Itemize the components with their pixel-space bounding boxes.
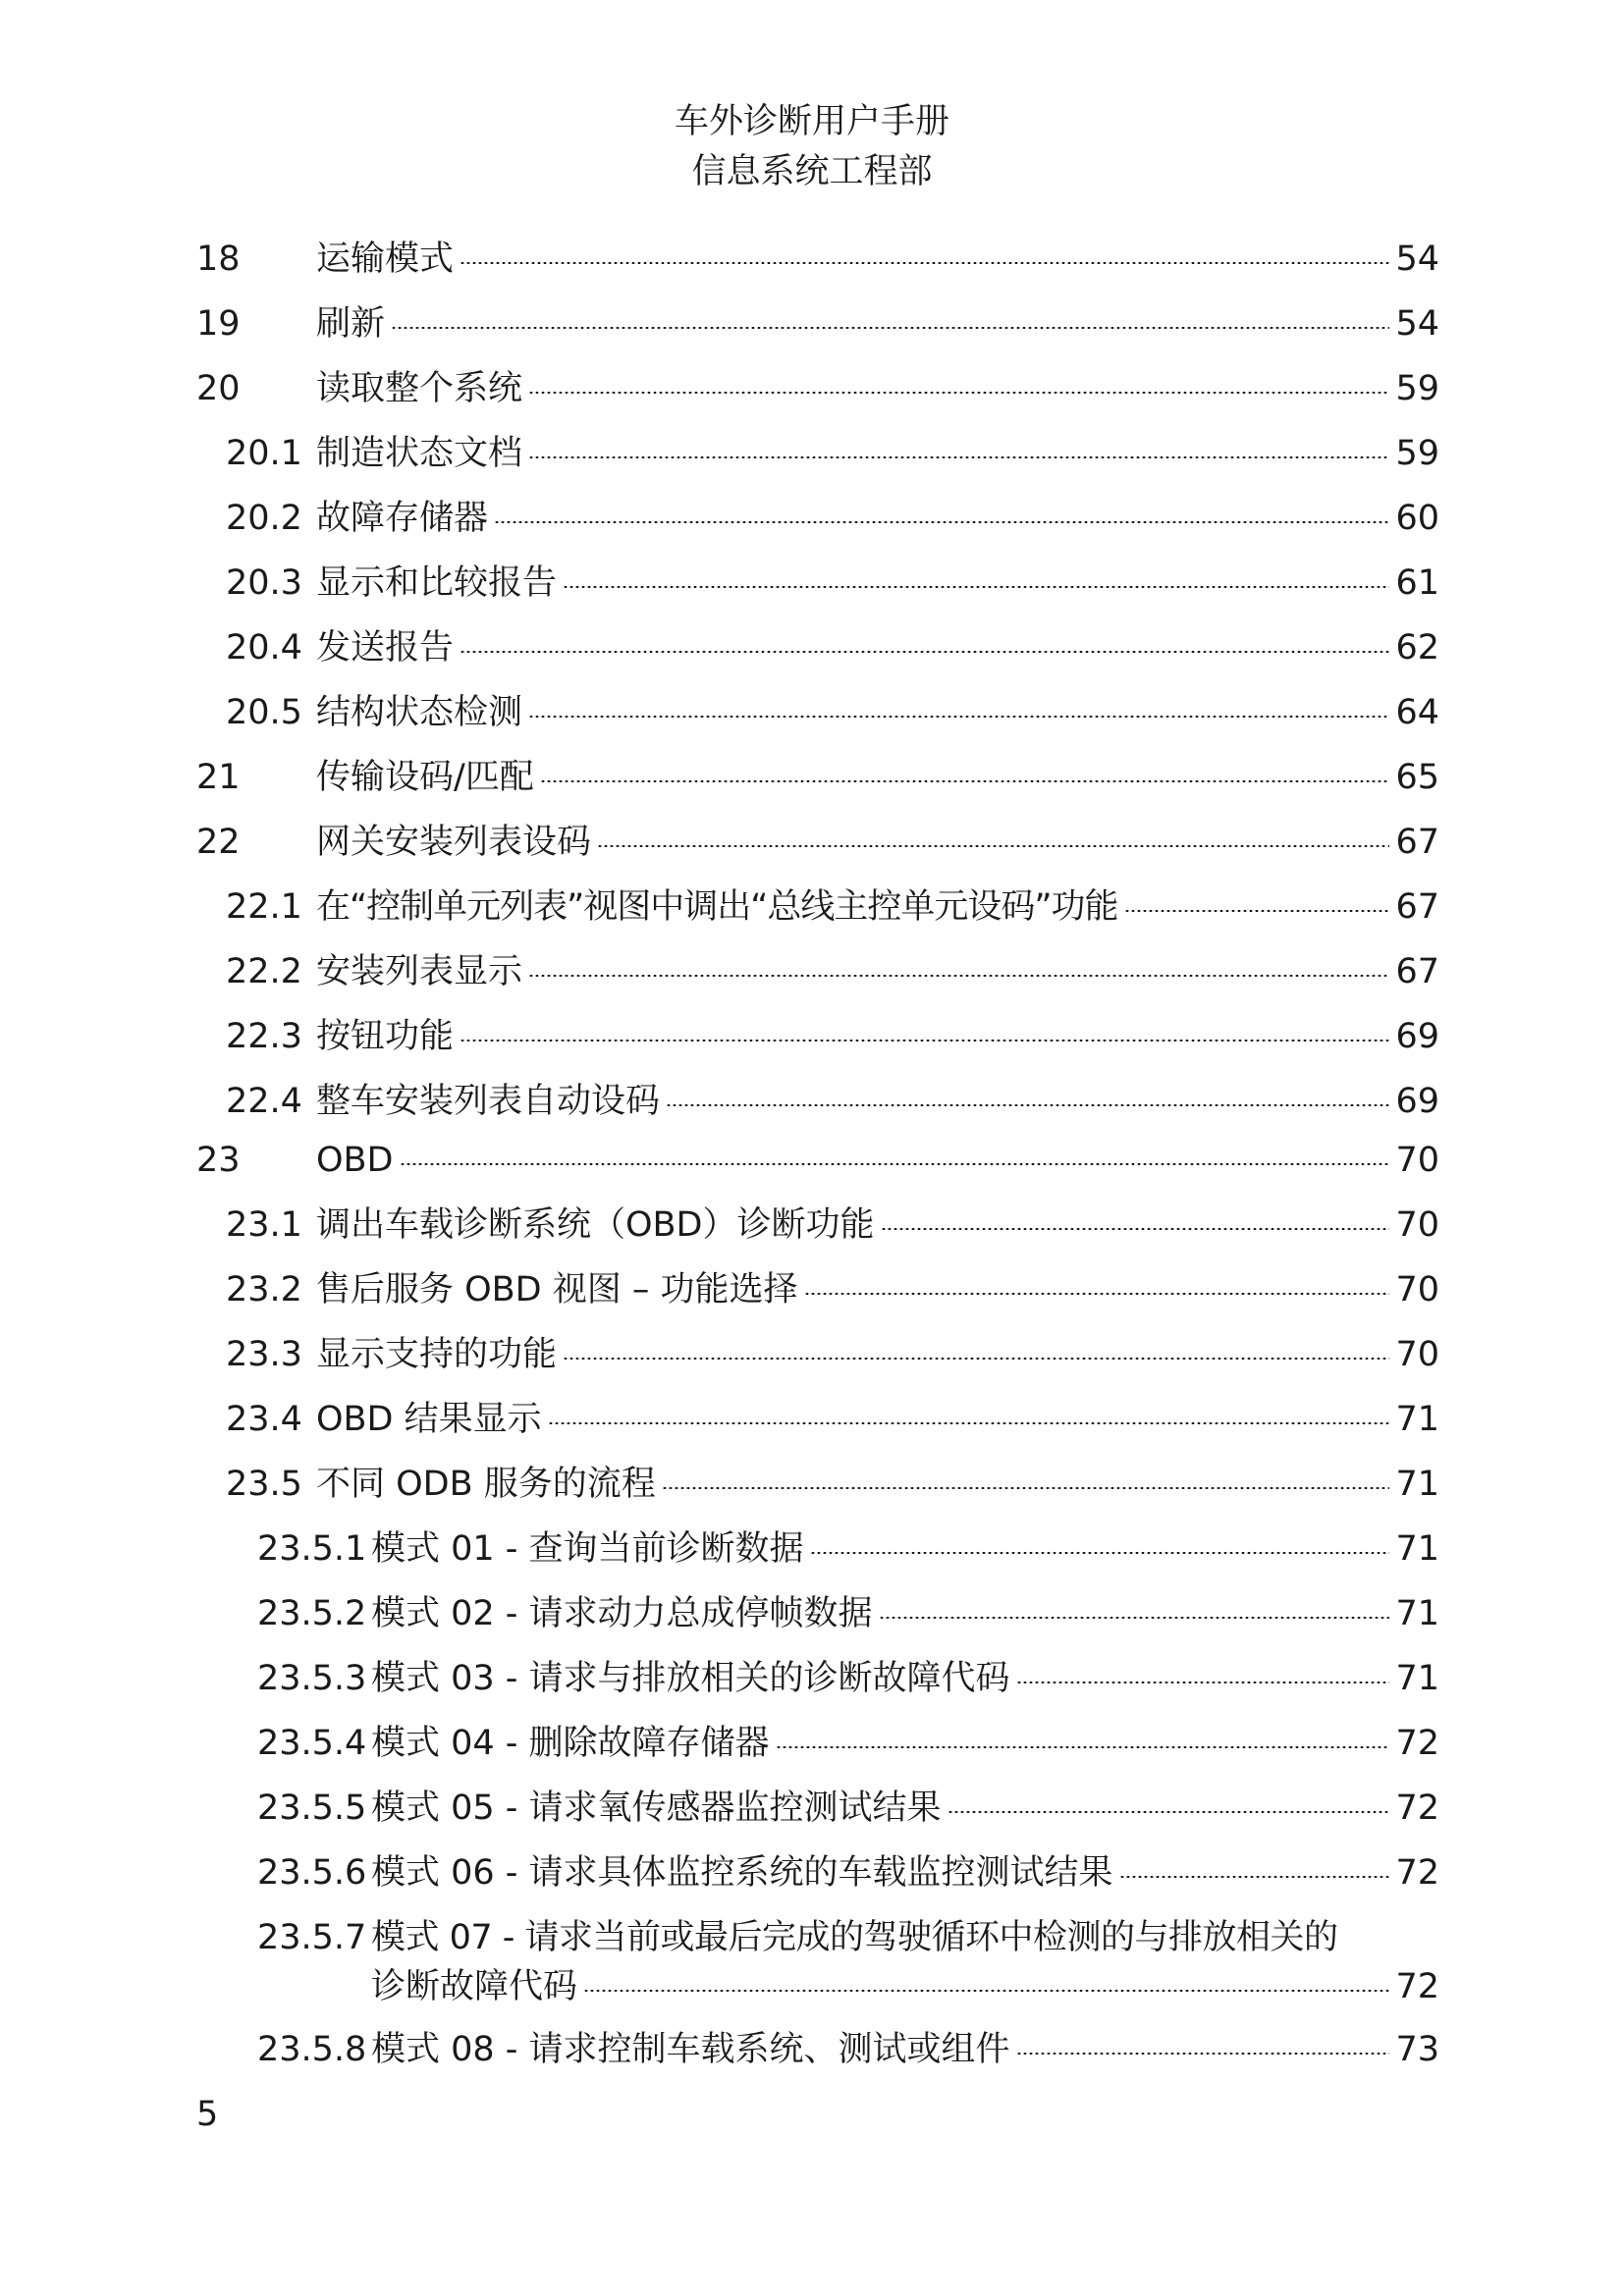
toc-page: 70 [1395,1205,1439,1245]
toc-title: 显示支持的功能 [316,1335,558,1374]
header-department: 信息系统工程部 [691,152,933,191]
toc-title: 模式 05 - 请求氧传感器监控测试结果 [371,1789,942,1828]
dot-leader [662,1487,1390,1489]
dot-leader [563,1358,1389,1360]
toc-entry[interactable] [196,817,1439,868]
toc-title: 售后服务 OBD 视图 – 功能选择 [316,1270,798,1309]
toc-entry[interactable] [257,1847,1439,1898]
toc-entry[interactable] [257,1783,1439,1834]
toc-title: 模式 01 - 查询当前诊断数据 [371,1529,804,1569]
toc-page: 69 [1395,1082,1439,1121]
toc-entry[interactable] [257,1718,1439,1769]
toc-page: 72 [1395,1789,1439,1828]
toc-title: 模式 03 - 请求与排放相关的诊断故障代码 [371,1659,1010,1698]
toc-entry-first-line[interactable] [257,1912,1439,1963]
header-title: 车外诊断用户手册 [674,102,949,141]
toc-number: 20.3 [226,563,302,603]
dot-leader [776,1746,1390,1748]
toc-number: 20.5 [226,693,302,732]
toc-number: 20.4 [226,628,302,667]
toc-page: 62 [1395,628,1439,667]
toc-page: 67 [1395,887,1439,927]
toc-entry[interactable] [196,234,1439,285]
toc-page: 59 [1395,434,1439,473]
toc-entry[interactable] [226,687,1439,738]
dot-leader [494,521,1389,523]
dot-leader [528,456,1389,458]
toc-page: 71 [1395,1465,1439,1504]
toc-page: 67 [1395,823,1439,862]
toc-page: 70 [1395,1335,1439,1374]
toc-title: 模式 04 - 删除故障存储器 [371,1724,770,1763]
dot-leader [1016,2053,1390,2055]
toc-number: 23 [196,1141,241,1180]
dot-leader [804,1293,1390,1295]
toc-page: 71 [1395,1594,1439,1633]
toc-title: 模式 08 - 请求控制车载系统、测试或组件 [371,2030,1010,2069]
dot-leader [528,392,1389,394]
toc-title: 读取整个系统 [316,369,523,408]
dot-leader [810,1552,1390,1554]
toc-page: 59 [1395,369,1439,408]
toc-entry[interactable] [226,946,1439,997]
toc-page: 64 [1395,693,1439,732]
toc-number: 23.1 [226,1205,302,1245]
toc-entry[interactable] [226,558,1439,609]
toc-number: 18 [196,240,241,279]
toc-title: 制造状态文档 [316,434,523,473]
toc-page: 61 [1395,563,1439,603]
dot-leader [947,1811,1390,1813]
page-number: 5 [196,2095,219,2134]
toc-entry[interactable] [371,1961,1439,2012]
dot-leader [460,1040,1389,1041]
toc-number: 23.2 [226,1270,302,1309]
toc-page: 69 [1395,1017,1439,1056]
toc-entry[interactable] [226,622,1439,673]
toc-entry[interactable] [257,1653,1439,1704]
toc-page: 73 [1395,2030,1439,2069]
toc-number: 22.2 [226,952,302,991]
toc-entry[interactable] [196,363,1439,414]
toc-title: 传输设码/匹配 [316,758,534,797]
toc-entry[interactable] [226,1459,1439,1510]
dot-leader [563,586,1389,588]
toc-title: OBD 结果显示 [316,1400,542,1439]
toc-title: 不同 ODB 服务的流程 [316,1465,656,1504]
toc-title: 按钮功能 [316,1017,455,1056]
dot-leader [879,1617,1390,1619]
toc-number: 22 [196,823,241,862]
toc-title: 发送报告 [316,628,455,667]
toc-entry[interactable] [226,1200,1439,1251]
toc-number: 22.4 [226,1082,302,1121]
toc-entry[interactable] [257,2024,1439,2075]
toc-entry[interactable] [226,1076,1439,1127]
toc-page: 70 [1395,1270,1439,1309]
toc-number: 20.1 [226,434,302,473]
toc-page: 70 [1395,1141,1439,1180]
toc-entry[interactable] [257,1523,1439,1575]
dot-leader [1016,1682,1390,1683]
toc-number: 22.1 [226,887,302,927]
toc-number: 23.5 [226,1465,302,1504]
toc-title: 显示和比较报告 [316,563,558,603]
toc-title: 故障存储器 [316,499,489,538]
toc-title: 安装列表显示 [316,952,523,991]
toc-entry[interactable] [196,298,1439,349]
toc-entry[interactable] [226,1329,1439,1380]
toc-number: 19 [196,304,241,344]
dot-leader [666,1104,1389,1106]
toc-number: 22.3 [226,1017,302,1056]
toc-page: 71 [1395,1659,1439,1698]
toc-title: 运输模式 [316,240,455,279]
toc-entry[interactable] [196,752,1439,803]
toc-entry[interactable] [196,1135,1439,1186]
toc-entry[interactable] [226,881,1439,933]
toc-title: 结构状态检测 [316,693,523,732]
toc-number: 20 [196,369,241,408]
toc-page: 67 [1395,952,1439,991]
toc-page: 72 [1395,1724,1439,1763]
toc-title: 刷新 [316,304,386,344]
dot-leader [460,262,1389,264]
toc-number: 23.3 [226,1335,302,1374]
toc-number: 23.5.8 [257,2030,367,2069]
toc-entry[interactable] [226,1264,1439,1315]
dot-leader [548,1422,1390,1424]
toc-number: 21 [196,758,241,797]
toc-title: 网关安装列表设码 [316,823,592,862]
toc-number: 23.5.7 [257,1918,367,1957]
toc-title-continued: 诊断故障代码 [371,1967,578,2006]
toc-title: 调出车载诊断系统（OBD）诊断功能 [316,1205,875,1245]
toc-entry[interactable] [226,1011,1439,1062]
dot-leader [1124,910,1390,912]
toc-entry[interactable] [226,1394,1439,1445]
toc-entry[interactable] [226,493,1439,544]
toc-title: 模式 07 - 请求当前或最后完成的驾驶循环中检测的与排放相关的 [371,1918,1338,1957]
dot-leader [460,651,1389,653]
toc-page: 60 [1395,499,1439,538]
toc-number: 23.5.4 [257,1724,367,1763]
toc-number: 23.5.5 [257,1789,367,1828]
toc-entry[interactable] [226,428,1439,479]
dot-leader [528,716,1389,718]
toc-page: 72 [1395,1853,1439,1893]
toc-page: 54 [1395,304,1439,344]
dot-leader [597,845,1389,847]
toc-title: 模式 06 - 请求具体监控系统的车载监控测试结果 [371,1853,1113,1893]
toc-number: 20.2 [226,499,302,538]
toc-title: OBD [316,1141,394,1180]
toc-page: 65 [1395,758,1439,797]
dot-leader [1119,1876,1390,1878]
toc-number: 23.5.2 [257,1594,367,1633]
dot-leader [540,780,1390,782]
toc-title: 整车安装列表自动设码 [316,1082,661,1121]
dot-leader [528,975,1389,977]
dot-leader [583,1990,1389,1992]
toc-number: 23.4 [226,1400,302,1439]
toc-number: 23.5.3 [257,1659,367,1698]
dot-leader [881,1228,1390,1230]
toc-number: 23.5.1 [257,1529,367,1569]
toc-page: 71 [1395,1400,1439,1439]
toc-number: 23.5.6 [257,1853,367,1893]
toc-title: 模式 02 - 请求动力总成停帧数据 [371,1594,873,1633]
toc-page: 72 [1395,1967,1439,2006]
toc-entry[interactable] [257,1588,1439,1639]
toc-page: 71 [1395,1529,1439,1569]
toc-page: 54 [1395,240,1439,279]
toc-title: 在“控制单元列表”视图中调出“总线主控单元设码”功能 [316,887,1118,927]
dot-leader [391,327,1389,329]
dot-leader [400,1163,1390,1165]
